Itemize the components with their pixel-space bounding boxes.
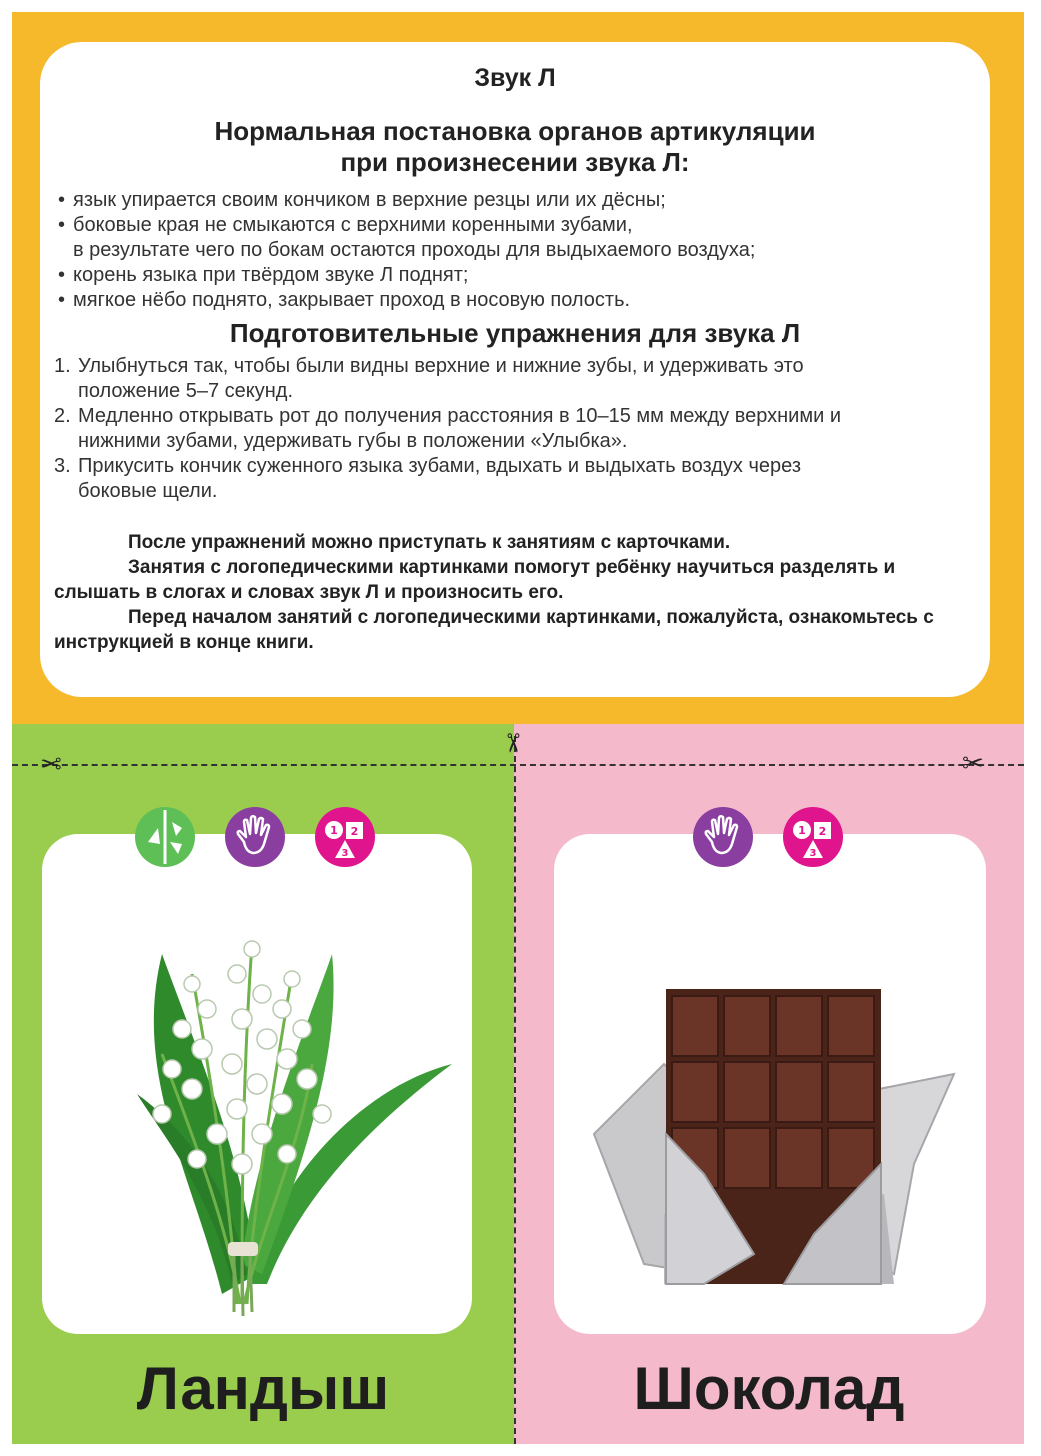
list-item [54, 354, 979, 404]
svg-text:2: 2 [350, 825, 359, 838]
step-line: Улыбнуться так, чтобы были видны верхние и нижние зубы, и удерживать это [78, 355, 804, 377]
svg-text:3: 3 [341, 848, 349, 859]
list-item: • боковые края не смыкаются с верхними коренными зубами, [58, 213, 978, 238]
chocolate-bar-image [554, 834, 986, 1334]
step-line: Прикусить кончик суженного языка зубами, вдыхать и выдыхать воздух через [78, 455, 801, 477]
hand-icon [692, 806, 754, 868]
step-line: Медленно открывать рот до получения расстояния в 10–15 мм между верхними и [78, 405, 842, 427]
paragraph: Занятия с логопедическими картинками помогут ребёнку научиться разделять и слышать в слогах и словах звук Л и произносить его. [54, 557, 896, 603]
picture-frame [42, 834, 472, 1334]
card-word: Ландыш [136, 1355, 390, 1422]
articulation-heading-line1: Нормальная постановка органов артикуляции [214, 116, 816, 146]
after-exercises-text [54, 530, 979, 655]
articulation-heading-line2: при произнесении звука Л: [340, 147, 690, 177]
list-item-continuation: в результате чего по бокам остаются проходы для выдыхаемого воздуха; [73, 239, 756, 261]
card-sheet [12, 12, 1024, 1444]
svg-text:3: 3 [809, 848, 817, 859]
numbers-icon [782, 806, 844, 868]
picture-frame [554, 834, 986, 1334]
sound-title: Звук Л [474, 64, 556, 92]
list-item [54, 404, 979, 454]
info-card [40, 42, 990, 697]
exercises-heading: Подготовительные упражнения для звука Л [229, 318, 801, 348]
step-line: положение 5–7 секунд. [78, 380, 293, 402]
list-item [54, 454, 979, 504]
paragraph: После упражнений можно приступать к занятиям с карточками. [128, 532, 731, 553]
info-panel [12, 12, 1024, 724]
card-shokolad [514, 724, 1024, 1444]
scissors-icon: ✂ [497, 732, 528, 754]
step-number: 2. [54, 405, 71, 427]
step-line: боковые щели. [78, 480, 218, 502]
scissors-icon: ✂ [40, 748, 62, 778]
exercises-list [54, 354, 979, 504]
card-word: Шоколад [633, 1355, 905, 1422]
list-item: • язык упирается своим кончиком в верхние резцы или их дёсны; [58, 188, 978, 213]
step-line: нижними зубами, удерживать губы в положении «Улыбка». [78, 430, 628, 452]
scissors-icon: ✂ [962, 748, 984, 778]
articulation-heading [40, 116, 990, 178]
svg-text:1: 1 [330, 824, 338, 837]
list-item: • мягкое нёбо поднято, закрывает проход в носовую полость. [58, 288, 978, 313]
hand-icon [224, 806, 286, 868]
svg-text:2: 2 [818, 825, 827, 838]
paragraph: Перед началом занятий с логопедическими картинками, пожалуйста, ознакомьтесь с инструкцией в конце книги. [54, 607, 934, 653]
step-number: 3. [54, 455, 71, 477]
card-landysh [12, 724, 514, 1444]
svg-text:1: 1 [798, 824, 806, 837]
step-number: 1. [54, 355, 71, 377]
list-item: • корень языка при твёрдом звуке Л поднят; [58, 263, 978, 288]
numbers-icon [314, 806, 376, 868]
lily-of-the-valley-image [42, 834, 472, 1334]
cut-line-vertical [514, 736, 516, 1444]
cut-line-horizontal [12, 764, 1024, 766]
shapes-icon [134, 806, 196, 868]
articulation-list [58, 188, 978, 313]
